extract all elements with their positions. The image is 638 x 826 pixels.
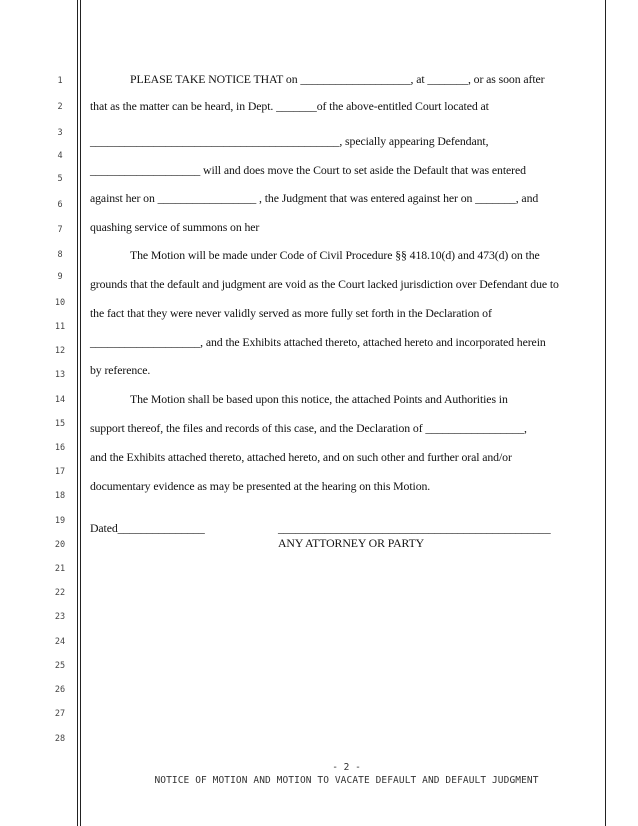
left-margin-rule-inner [80, 0, 81, 826]
line-number: 3 [57, 128, 63, 138]
line-number: 27 [54, 709, 66, 719]
line-number: 2 [57, 102, 63, 112]
right-margin-rule [605, 0, 606, 826]
signature-line: _______________________________________________ [278, 521, 551, 535]
line-number: 9 [57, 272, 63, 282]
line-number: 16 [54, 443, 66, 453]
body-line: ___________________________________________, specially appearing Defendant, [90, 134, 489, 148]
body-line: documentary evidence as may be presented at the hearing on this Motion. [90, 479, 431, 493]
footer-title: NOTICE OF MOTION AND MOTION TO VACATE DEFAULT AND DEFAULT JUDGMENT [154, 775, 539, 786]
line-number: 13 [54, 370, 66, 380]
line-number: 19 [54, 516, 66, 526]
body-line: by reference. [90, 363, 151, 377]
line-number: 4 [57, 151, 63, 161]
body-line: ___________________, and the Exhibits attached thereto, attached hereto and incorporated herein [90, 335, 546, 349]
dated-line: Dated_______________ [90, 521, 205, 535]
body-line: and the Exhibits attached thereto, attached hereto, and on such other and further oral and/or [90, 450, 512, 464]
line-number: 25 [54, 661, 66, 671]
body-line: The Motion shall be based upon this notice, the attached Points and Authorities in [130, 392, 508, 406]
body-line: ___________________ will and does move the Court to set aside the Default that was entered [90, 163, 526, 177]
line-number: 18 [54, 491, 66, 501]
line-number: 23 [54, 612, 66, 622]
body-line: quashing service of summons on her [90, 220, 260, 234]
body-line: the fact that they were never validly served as more fully set forth in the Declaration of [90, 306, 492, 320]
line-number: 8 [57, 250, 63, 260]
left-margin-rule-outer [77, 0, 78, 826]
line-number: 21 [54, 564, 66, 574]
body-line: grounds that the default and judgment are void as the Court lacked jurisdiction over Defendant due to [90, 277, 559, 291]
line-number: 1 [57, 76, 63, 86]
body-line: support thereof, the files and records of this case, and the Declaration of _________________, [90, 421, 527, 435]
body-line: The Motion will be made under Code of Civil Procedure §§ 418.10(d) and 473(d) on the [130, 248, 540, 262]
line-number: 11 [54, 322, 66, 332]
body-line: PLEASE TAKE NOTICE THAT on ___________________, at _______, or as soon after [130, 72, 545, 86]
page-number: - 2 - [332, 762, 361, 773]
line-number: 7 [57, 225, 63, 235]
line-number: 28 [54, 734, 66, 744]
line-number: 26 [54, 685, 66, 695]
line-number: 6 [57, 200, 63, 210]
line-number: 10 [54, 298, 66, 308]
line-number: 15 [54, 419, 66, 429]
line-number: 12 [54, 346, 66, 356]
line-number: 24 [54, 637, 66, 647]
line-number: 20 [54, 540, 66, 550]
line-number: 5 [57, 174, 63, 184]
line-number: 17 [54, 467, 66, 477]
body-line: against her on _________________ , the Judgment that was entered against her on _______, and [90, 191, 539, 205]
line-number: 22 [54, 588, 66, 598]
line-number: 14 [54, 395, 66, 405]
signature-label: ANY ATTORNEY OR PARTY [278, 536, 425, 550]
body-line: that as the matter can be heard, in Dept. _______of the above-entitled Court located at [90, 99, 489, 113]
